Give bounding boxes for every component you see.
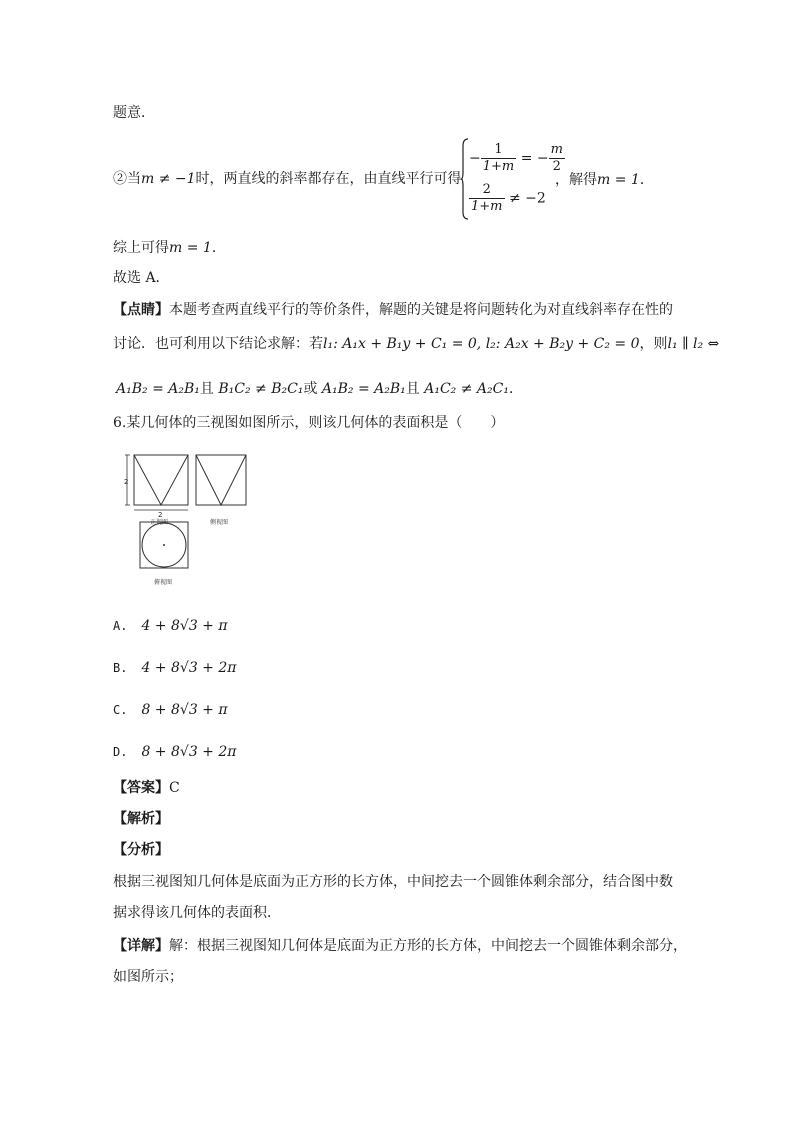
section-label: 【点睛】 bbox=[113, 302, 169, 318]
text-line: 综上可得m = 1． bbox=[113, 240, 226, 256]
option-d: D. 8 + 8√3 + 2π bbox=[113, 744, 237, 760]
fenxi-line-1: 根据三视图知几何体是底面为正方形的长方体，中间挖去一个圆锥体剩余部分，结合图中数 bbox=[113, 874, 673, 890]
condition-line bbox=[113, 169, 462, 189]
section-label: 【分析】 bbox=[113, 842, 169, 858]
text-line: 故选 A． bbox=[113, 270, 170, 286]
system-equation-1: − $\frac{1}{1+m}$ = − $\frac{m}{2}$ bbox=[469, 142, 563, 174]
top-view bbox=[140, 522, 188, 586]
fenxi-line-2: 据求得该几何体的表面积． bbox=[113, 905, 281, 921]
view-caption: 俯视图 bbox=[154, 579, 173, 586]
front-view bbox=[124, 455, 188, 526]
option-c: C. 8 + 8√3 + π bbox=[113, 702, 228, 718]
math-inline: m = 1 bbox=[597, 172, 640, 188]
option-a: A. 4 + 8√3 + π bbox=[113, 618, 228, 634]
question-stem: 6.某几何体的三视图如图所示，则该几何体的表面积是（ ） bbox=[113, 415, 505, 431]
side-view bbox=[196, 455, 246, 526]
three-view-figure bbox=[122, 450, 252, 590]
answer-line: 【答案】C bbox=[113, 780, 180, 796]
view-caption: 侧视图 bbox=[210, 519, 229, 526]
section-label: 【解析】 bbox=[113, 811, 169, 827]
dianjing-line-3: A₁B₂ = A₂B₁且 B₁C₂ ≠ B₂C₁或 A₁B₂ = A₂B₁且 A₁C₂ ≠ A₂C₁． bbox=[116, 381, 523, 397]
math-inline: l₁: A₁x + B₁y + C₁ = 0, l₂: A₂x + B₂y + C₂ = 0 bbox=[323, 336, 640, 352]
dim-label: 2 bbox=[124, 478, 129, 486]
dianjing-line-1: 【点睛】本题考查两直线平行的等价条件，解题的关键是将问题转化为对直线斜率存在性的 bbox=[113, 302, 673, 318]
math-inline: l₁ ∥ l₂ ⇔ bbox=[667, 336, 720, 352]
view-caption: 正视图 bbox=[150, 519, 169, 526]
xiangjie-line-2: 如图所示； bbox=[113, 969, 183, 985]
fraction: $\frac{m}{2}$ bbox=[550, 142, 563, 174]
dianjing-line-2: 讨论．也可利用以下结论求解：若l₁: A₁x + B₁y + C₁ = 0, l₂: A₂x + B₂y + C₂ = 0，则l₁ ∥ l₂ ⇔ bbox=[113, 336, 720, 352]
option-b: B. 4 + 8√3 + 2π bbox=[113, 660, 237, 676]
math-inline: m ≠ −1 bbox=[141, 171, 196, 187]
fraction: $\frac{2}{1+m}$ bbox=[471, 182, 503, 214]
text-fragment: 时，两直线的斜率都存在，由直线平行可得 bbox=[195, 171, 462, 187]
text-line: 题意． bbox=[113, 105, 155, 121]
fraction: $\frac{1}{1+m}$ bbox=[482, 142, 515, 174]
xiangjie-line-1: 【详解】解：根据三视图知几何体是底面为正方形的长方体，中间挖去一个圆锥体剩余部分， bbox=[113, 938, 687, 954]
left-brace bbox=[461, 138, 469, 220]
math-inline: m = 1 bbox=[169, 240, 212, 256]
system-equation-2: $\frac{2}{1+m}$ ≠ −2 bbox=[471, 182, 546, 214]
solution-text: ，解得m = 1． bbox=[555, 172, 654, 188]
dim-label: 2 bbox=[158, 511, 163, 519]
text-fragment: ②当 bbox=[113, 171, 141, 187]
